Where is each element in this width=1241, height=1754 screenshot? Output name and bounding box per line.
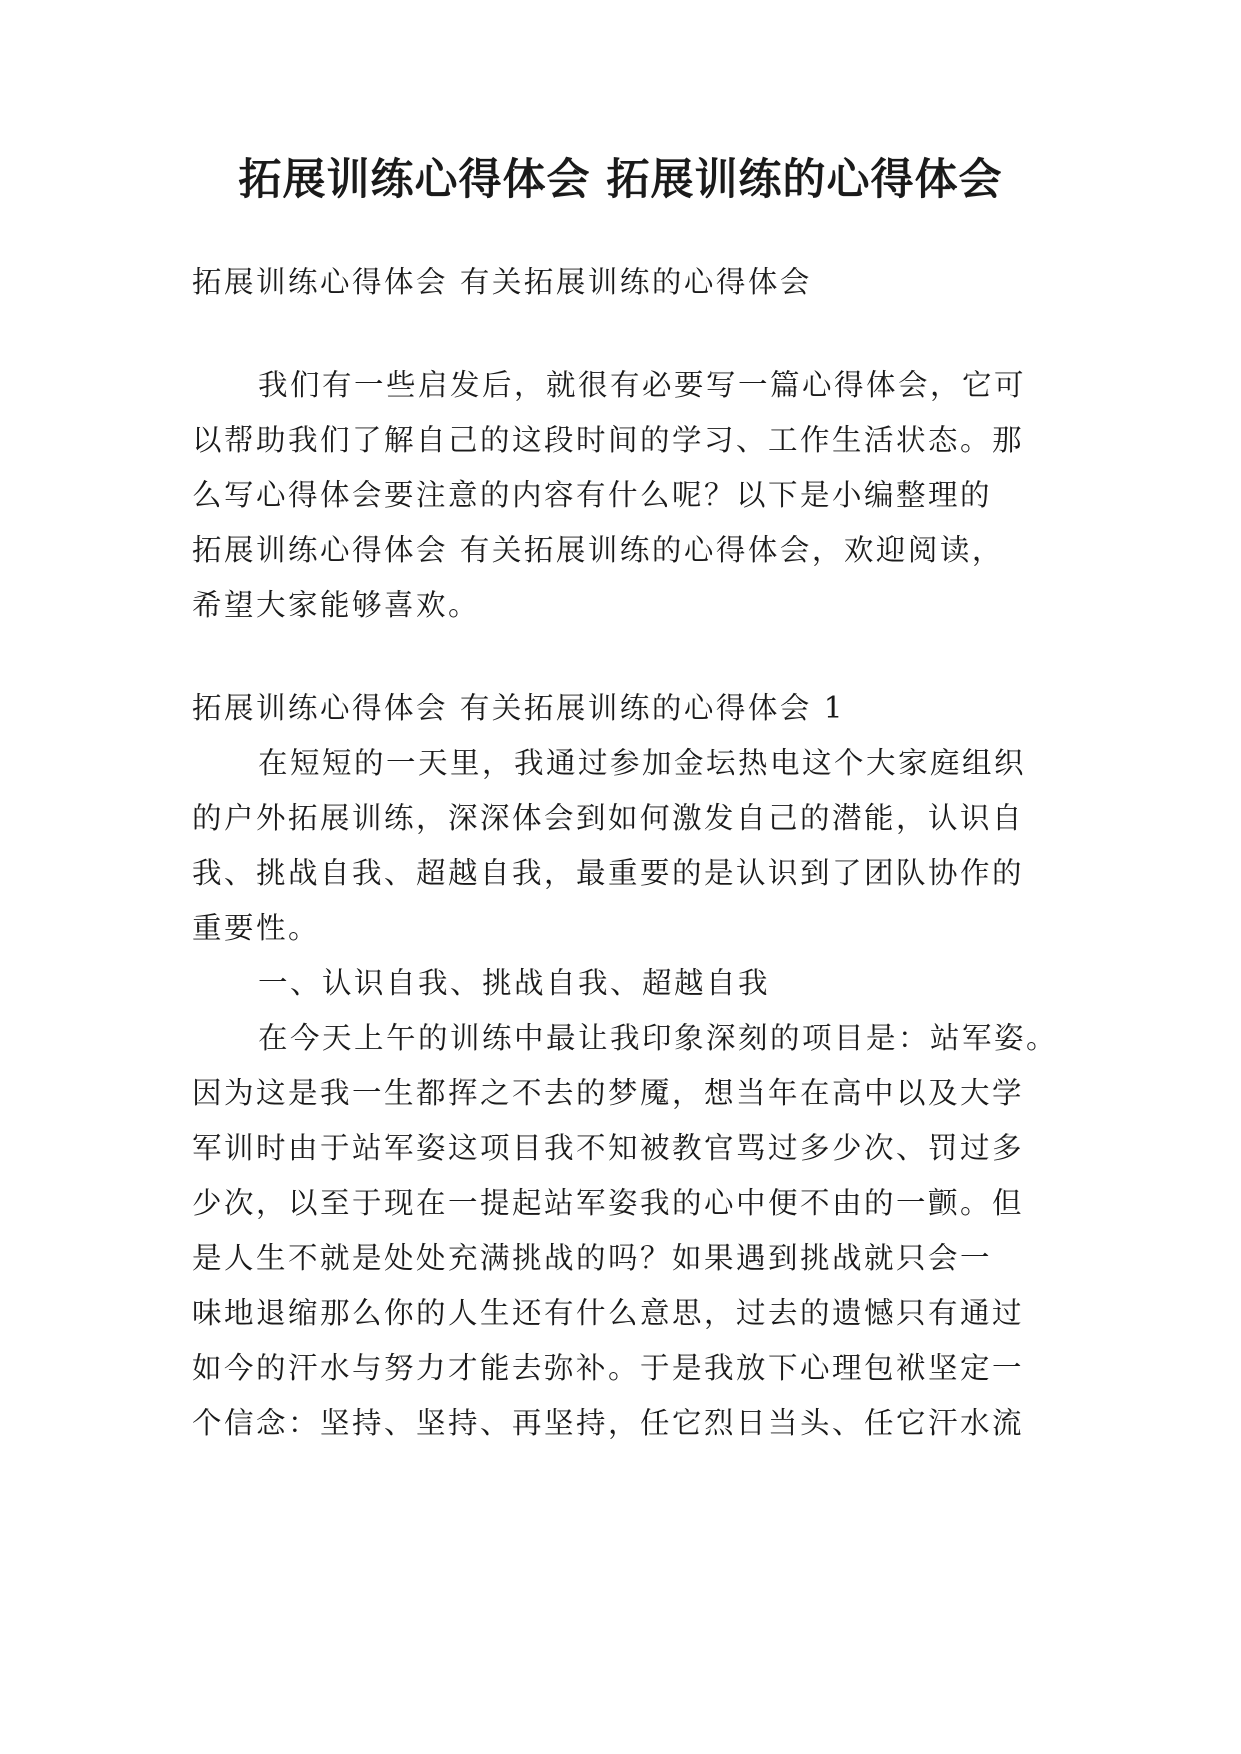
intro-line-4: 拓展训练心得体会 有关拓展训练的心得体会，欢迎阅读， bbox=[192, 533, 1004, 567]
sub-heading: 一、认识自我、挑战自我、超越自我 bbox=[258, 966, 771, 1000]
para1-line-2: 的户外拓展训练，深深体会到如何激发自己的潜能，认识自 bbox=[192, 801, 1025, 835]
document-subtitle: 拓展训练心得体会 有关拓展训练的心得体会 bbox=[192, 265, 812, 299]
intro-line-5: 希望大家能够喜欢。 bbox=[192, 588, 481, 622]
para2-line-4: 少次，以至于现在一提起站军姿我的心中便不由的一颤。但 bbox=[192, 1186, 1025, 1220]
para2-line-2: 因为这是我一生都挥之不去的梦魇，想当年在高中以及大学 bbox=[192, 1076, 1025, 1110]
intro-line-2: 以帮助我们了解自己的这段时间的学习、工作生活状态。那 bbox=[192, 423, 1025, 457]
para2-line-1: 在今天上午的训练中最让我印象深刻的项目是：站军姿。 bbox=[258, 1021, 1059, 1055]
para2-line-6: 味地退缩那么你的人生还有什么意思，过去的遗憾只有通过 bbox=[192, 1296, 1025, 1330]
para1-line-1: 在短短的一天里，我通过参加金坛热电这个大家庭组织 bbox=[258, 746, 1027, 780]
para1-line-4: 重要性。 bbox=[192, 911, 321, 945]
para2-line-8: 个信念：坚持、坚持、再坚持，任它烈日当头、任它汗水流 bbox=[192, 1406, 1025, 1440]
document-title: 拓展训练心得体会 拓展训练的心得体会 bbox=[238, 155, 1003, 205]
para2-line-3: 军训时由于站军姿这项目我不知被教官骂过多少次、罚过多 bbox=[192, 1131, 1025, 1165]
intro-line-1: 我们有一些启发后，就很有必要写一篇心得体会，它可 bbox=[258, 368, 1027, 402]
intro-line-3: 么写心得体会要注意的内容有什么呢？以下是小编整理的 bbox=[192, 478, 993, 512]
para2-line-5: 是人生不就是处处充满挑战的吗？如果遇到挑战就只会一 bbox=[192, 1241, 993, 1275]
para1-line-3: 我、挑战自我、超越自我，最重要的是认识到了团队协作的 bbox=[192, 856, 1025, 890]
para2-line-7: 如今的汗水与努力才能去弥补。于是我放下心理包袱坚定一 bbox=[192, 1351, 1025, 1385]
section-heading: 拓展训练心得体会 有关拓展训练的心得体会 1 bbox=[192, 691, 846, 725]
